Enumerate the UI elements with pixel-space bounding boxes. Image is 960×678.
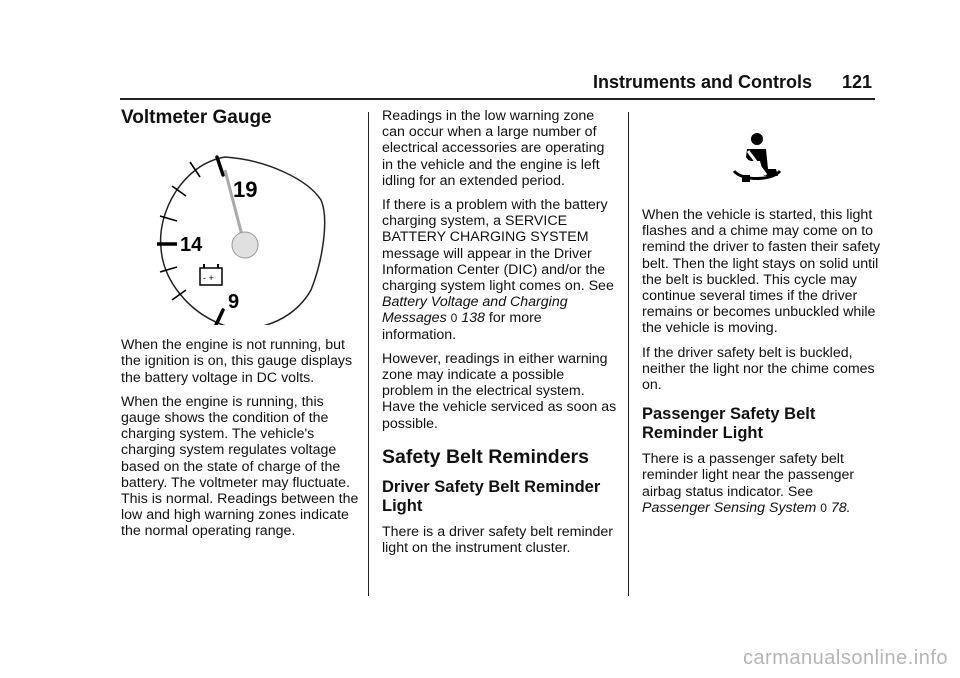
driver-belt-heading: Driver Safety Belt Reminder Light [382, 477, 601, 515]
safety-belt-heading: Safety Belt Reminders [382, 445, 589, 468]
column-3 [642, 108, 882, 524]
needle-hub [232, 232, 258, 258]
link-battery-voltage[interactable]: Battery Voltage and Charging Messages [382, 294, 568, 327]
section-title: Instruments and Controls [592, 72, 812, 92]
gauge-label-9: 9 [228, 291, 240, 314]
link-passenger-sensing[interactable]: Passenger Sensing System [642, 499, 817, 516]
voltmeter-heading: Voltmeter Gauge [121, 107, 272, 128]
paragraph: If there is a problem with the battery charging system, a SERVICE BATTERY CHARGING SYSTEM message will appear in the Driver Information Center (DIC) and/or the charging system light comes on. See Battery Voltage and Charging Messages 0 138 for more information. [382, 197, 614, 343]
header-rule [120, 98, 875, 100]
page-ref[interactable]: 78. [830, 499, 851, 516]
column-divider-2 [628, 112, 629, 596]
gauge-label-14: 14 [180, 234, 203, 257]
paragraph: When the vehicle is started, this light flashes and a chime may come on to remind the driver to fasten their safety belt. Then the light stays on solid until the belt is buckled. This cycle may continue several times if the driver remains or becomes unbuckled while the vehicle is moving. [642, 207, 881, 337]
column-divider-1 [368, 112, 369, 596]
paragraph: There is a passenger safety belt reminder light near the passenger airbag status indicator. See Passenger Sensing System 0 78. [642, 451, 855, 516]
page-number: 121 [841, 72, 872, 92]
page-ref-icon: 0 [820, 500, 827, 515]
paragraph: When the engine is not running, but the ignition is on, this gauge displays the battery voltage in DC volts. [121, 337, 353, 386]
seatbelt-icon [732, 131, 782, 185]
battery-symbol: - + [203, 273, 214, 284]
column-2 [382, 108, 618, 564]
page-ref-icon: 0 [450, 311, 458, 326]
voltmeter-gauge-icon [143, 140, 363, 325]
paragraph: If the driver safety belt is buckled, neither the light nor the chime comes on. [642, 344, 875, 394]
gauge-label-19: 19 [233, 177, 258, 203]
page-ref[interactable]: 138 [461, 310, 485, 327]
page-header [0, 70, 960, 100]
passenger-belt-heading: Passenger Safety Belt Reminder Light [642, 405, 816, 443]
paragraph: When the engine is running, this gauge shows the condition of the charging system. The vehicle's charging system regulates voltage based on the state of charge of the battery. The voltmeter may fluctuate. This is normal. Readings between the low and high warning zones indicate the normal operating range. [121, 393, 359, 540]
watermark: carmanualsonline.info [742, 647, 948, 669]
paragraph: There is a driver safety belt reminder light on the instrument cluster. [382, 523, 614, 557]
column-1 [121, 108, 361, 548]
paragraph: Readings in the low warning zone can occur when a large number of electrical accessories are operating in the vehicle and the engine is left idling for an extended period. [382, 108, 605, 189]
paragraph: However, readings in either warning zone may indicate a possible problem in the electrical system. Have the vehicle serviced as soon as possible. [382, 350, 617, 432]
